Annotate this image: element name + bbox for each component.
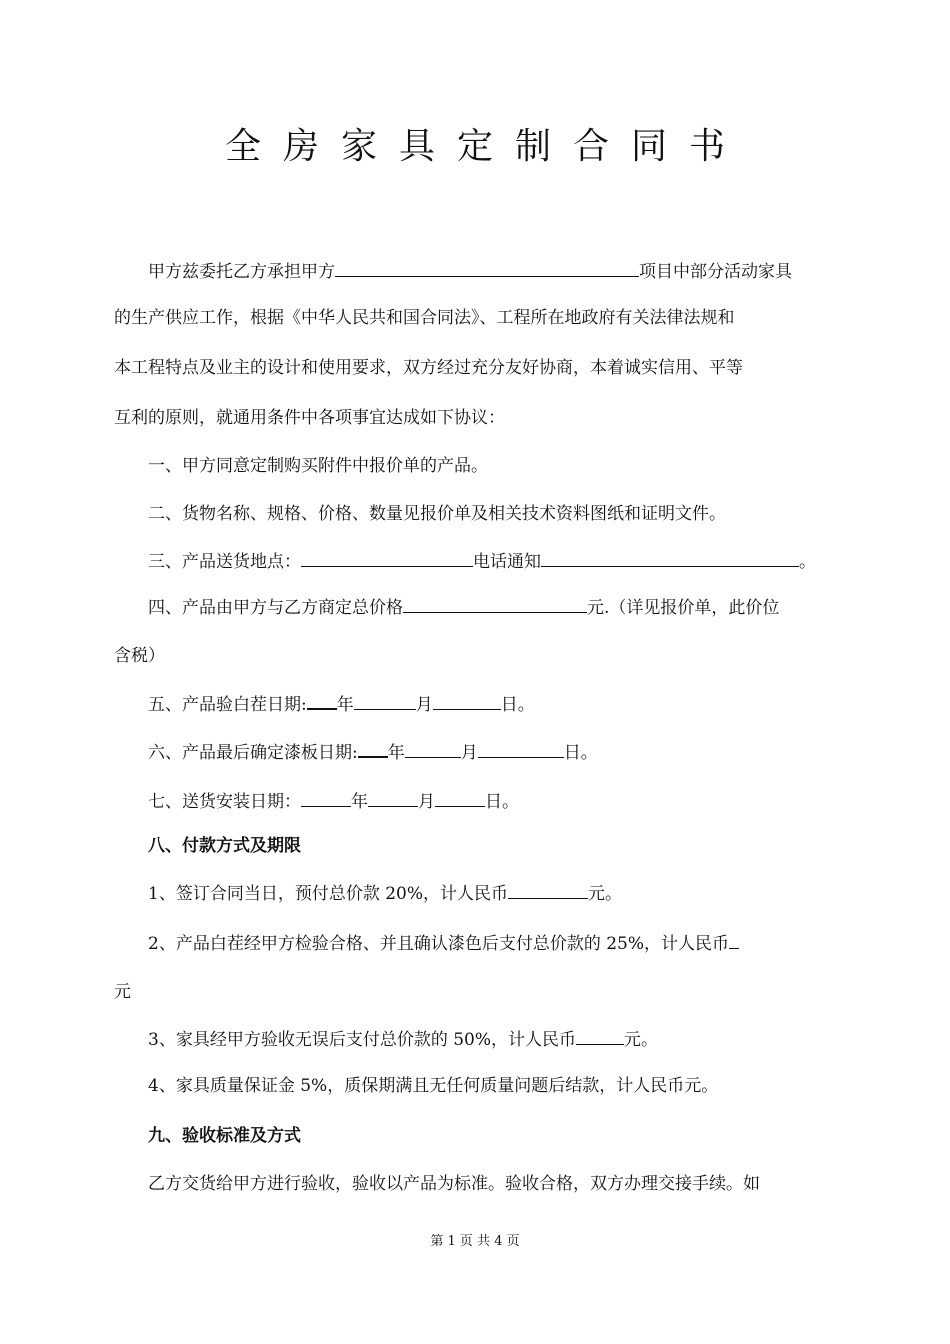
text: 。: [799, 552, 816, 572]
delivery-address-blank[interactable]: [301, 548, 473, 567]
text: 月: [415, 695, 433, 715]
year-blank[interactable]: [307, 690, 337, 710]
text: 日。: [563, 743, 598, 763]
payment-3: [148, 1026, 872, 1052]
month-blank[interactable]: [368, 788, 418, 807]
text: 项目中部分活动家具: [639, 262, 792, 282]
clause-1: 一、甲方同意定制购买附件中报价单的产品。: [148, 456, 488, 476]
project-name-blank[interactable]: [335, 258, 639, 277]
year-blank[interactable]: [301, 788, 351, 807]
text: 日。: [485, 792, 519, 812]
payment-2: [148, 930, 872, 956]
section-9-heading: 九、验收标准及方式: [148, 1126, 301, 1146]
text: 2、产品白茬经甲方检验合格、并且确认漆色后支付总价款的 25%，计人民币: [148, 934, 730, 954]
text: 电话通知: [473, 552, 541, 572]
text: 五、产品验白茬日期:: [148, 695, 307, 715]
payment-2-cont: 元: [114, 982, 131, 1002]
page-footer: 第 1 页 共 4 页: [430, 1234, 520, 1249]
day-blank[interactable]: [435, 788, 485, 807]
total-price-blank[interactable]: [403, 594, 587, 613]
amount-blank[interactable]: [729, 930, 739, 949]
clause-5: [148, 690, 872, 717]
text: 月: [418, 792, 435, 812]
intro-line-3: 本工程特点及业主的设计和使用要求，双方经过充分友好协商，本着诚实信用、平等: [114, 358, 743, 378]
text: 1、签订合同当日，预付总价款 20%，计人民币: [148, 884, 509, 904]
text: 四、产品由甲方与乙方商定总价格: [148, 598, 403, 618]
payment-4: 4、家具质量保证金 5%，质保期满且无任何质量问题后结款，计人民币元。: [148, 1076, 719, 1096]
clause-4: [148, 594, 872, 620]
text: 七、送货安装日期：: [148, 792, 301, 812]
month-blank[interactable]: [354, 691, 416, 710]
text: 3、家具经甲方验收无误后支付总价款的 50%，计人民币: [148, 1030, 577, 1050]
clause-6: [148, 738, 872, 765]
text: 元。: [588, 884, 623, 904]
clause-3: [148, 548, 872, 574]
text: 月: [460, 743, 478, 763]
text: 元。: [624, 1030, 659, 1050]
intro-line-2: 的生产供应工作，根据《中华人民共和国合同法》、工程所在地政府有关法律法规和: [114, 308, 735, 328]
section-9-text: 乙方交货给甲方进行验收，验收以产品为标准。验收合格，双方办理交接手续。如: [148, 1174, 760, 1194]
day-blank[interactable]: [478, 739, 564, 758]
phone-blank[interactable]: [541, 548, 799, 567]
text: 年: [351, 792, 368, 812]
intro-line-4: 互利的原则，就通用条件中各项事宜达成如下协议：: [114, 408, 505, 428]
document-title: 全房家具定制合同书: [224, 126, 747, 167]
section-8-heading: 八、付款方式及期限: [148, 836, 301, 856]
text: 三、产品送货地点：: [148, 552, 301, 572]
clause-2: 二、货物名称、规格、价格、数量见报价单及相关技术资料图纸和证明文件。: [148, 504, 726, 524]
amount-blank[interactable]: [576, 1026, 624, 1045]
day-blank[interactable]: [433, 691, 501, 710]
year-blank[interactable]: [358, 738, 388, 758]
clause-7: [148, 788, 872, 814]
text: 年: [336, 695, 354, 715]
text: 甲方兹委托乙方承担甲方: [148, 262, 335, 282]
text: 元.（详见报价单，此价位: [587, 598, 780, 618]
clause-4-cont: 含税）: [114, 646, 165, 666]
amount-blank[interactable]: [508, 880, 588, 899]
text: 日。: [500, 695, 535, 715]
text: 六、产品最后确定漆板日期:: [148, 743, 358, 763]
text: 年: [387, 743, 405, 763]
intro-line-1: [148, 258, 872, 284]
month-blank[interactable]: [405, 739, 461, 758]
payment-1: [148, 880, 872, 906]
